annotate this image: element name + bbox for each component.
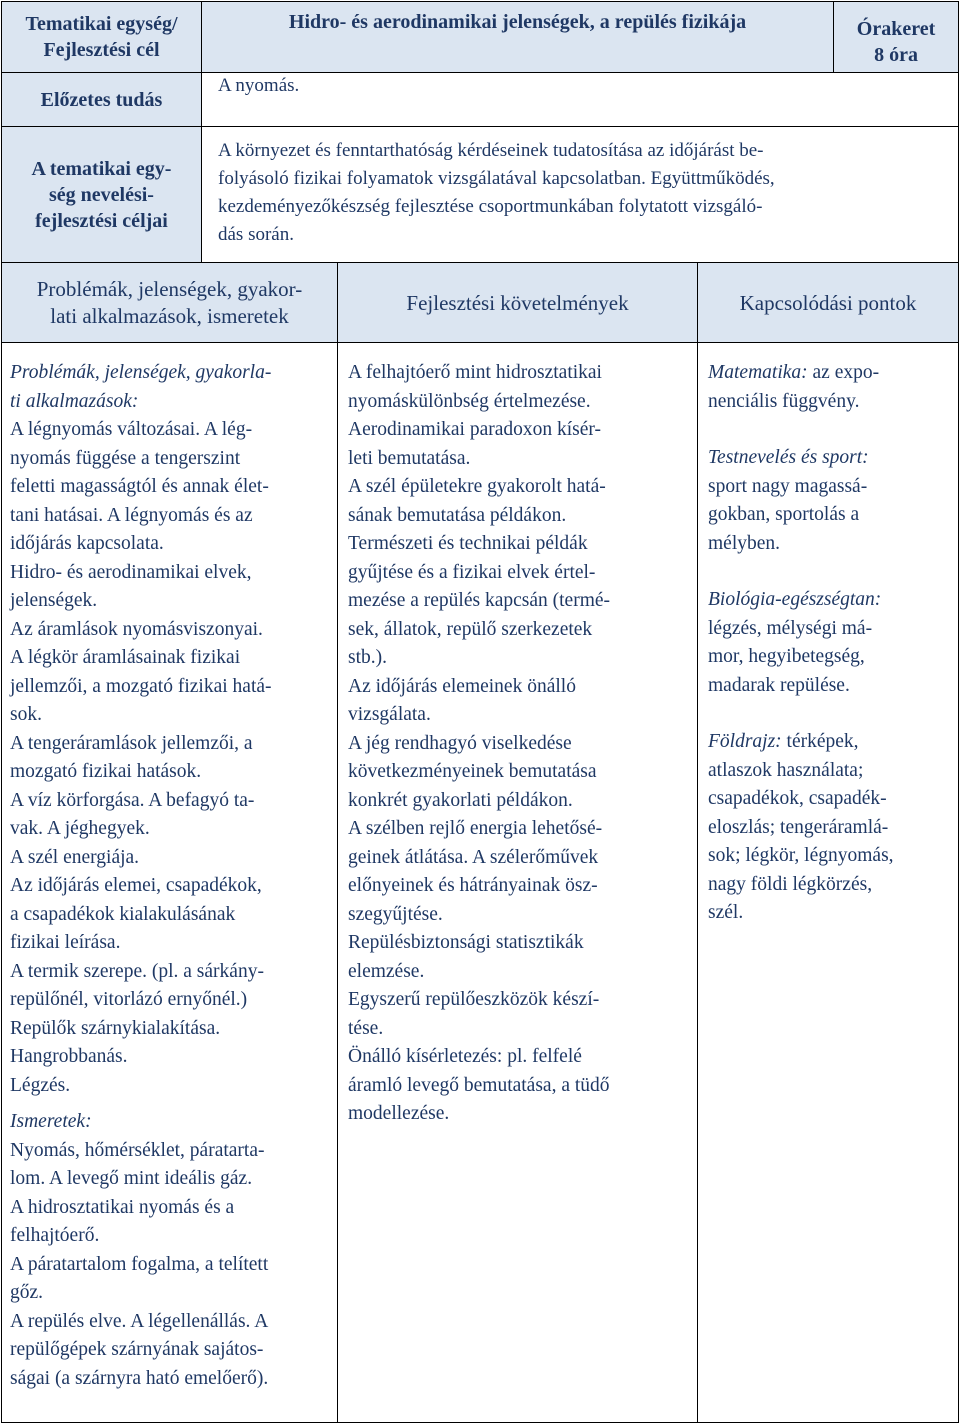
prior-knowledge-value-cell xyxy=(202,73,959,127)
problem-line: A légkör áramlásainak fizikai xyxy=(10,647,241,668)
col3-header-cell xyxy=(698,263,959,343)
prior-knowledge-row xyxy=(2,73,959,127)
math-line-1: az expo- xyxy=(812,362,880,383)
goals-row xyxy=(2,127,959,263)
problem-line: nyomás függése a tengerszint xyxy=(10,447,241,469)
requirement-line: stb.). xyxy=(348,647,387,668)
math-link xyxy=(708,359,952,416)
col2-header-cell xyxy=(338,263,698,343)
requirement-line: Egyszerű repülőeszközök készí- xyxy=(348,989,600,1010)
theme-title-cell xyxy=(202,2,834,73)
knowledge-line: repülőgépek szárnyának sajátos- xyxy=(10,1339,264,1360)
requirement-line: Természeti és technikai példák xyxy=(348,533,588,554)
requirement-line: A szélben rejlő energia lehetősé- xyxy=(348,818,603,839)
problem-line: A víz körforgása. A befagyó ta- xyxy=(10,789,255,811)
goals-text-line-1: A környezet és fenntarthatóság kérdéseinek tudatosítása az időjárást be- xyxy=(218,140,764,161)
requirement-line: leti bemutatása. xyxy=(348,447,471,469)
col1-header-line-2: lati alkalmazások, ismeretek xyxy=(50,303,289,328)
col3-header: Kapcsolódási pontok xyxy=(739,290,917,315)
hours-label: Órakeret xyxy=(856,18,936,40)
pe-line-2: gokban, sportolás a xyxy=(708,504,860,525)
requirements-list xyxy=(348,359,691,1129)
column-header-row xyxy=(2,263,959,343)
bio-label: Biológia-egészségtan: xyxy=(708,589,882,610)
requirement-line: vizsgálata. xyxy=(348,704,431,725)
goals-text-line-3: kezdeményezőkészség fejlesztése csoportmunkában folytatott vizsgáló- xyxy=(218,196,763,217)
geo-line-7: szél. xyxy=(708,902,744,923)
knowledge-line: Nyomás, hőmérséklet, páratarta- xyxy=(10,1139,265,1161)
goals-text-line-4: dás során. xyxy=(218,224,294,245)
knowledge-line: A hidrosztatikai nyomás és a xyxy=(10,1196,235,1218)
goals-text-cell xyxy=(202,127,959,263)
theme-label-line-2: Fejlesztési cél xyxy=(43,39,160,61)
goals-label-line-3: fejlesztési céljai xyxy=(35,209,168,232)
knowledge-line: lom. A levegő mint ideális gáz. xyxy=(10,1168,253,1189)
math-line-2: nenciális függvény. xyxy=(708,390,860,412)
goals-label-line-1: A tematikai egy- xyxy=(31,157,172,180)
requirement-line: modellezése. xyxy=(348,1103,450,1124)
geo-line-3: csapadékok, csapadék- xyxy=(708,788,887,809)
geo-line-5: sok; légkör, légnyomás, xyxy=(708,845,894,866)
requirement-line: A szél épületekre gyakorolt hatá- xyxy=(348,476,606,497)
knowledge-line: A repülés elve. A légellenállás. A xyxy=(10,1310,269,1332)
problems-heading-line-2: ti alkalmazások: xyxy=(10,390,139,412)
requirement-line: Aerodinamikai paradoxon kísér- xyxy=(348,419,602,440)
requirement-line: geinek átlátása. A szélerőművek xyxy=(348,846,599,868)
requirement-line: Repülésbiztonsági statisztikák xyxy=(348,932,584,953)
problems-heading xyxy=(10,359,331,416)
problem-line: A tengeráramlások jellemzői, a xyxy=(10,732,253,754)
problem-line: fizikai leírása. xyxy=(10,932,121,953)
requirement-line: gyűjtése és a fizikai elvek értel- xyxy=(348,561,596,583)
requirement-line: áramló levegő bemutatása, a tüdő xyxy=(348,1074,610,1096)
goals-label-line-2: ség nevelési- xyxy=(49,183,154,206)
requirement-line: sek, állatok, repülő szerkezetek xyxy=(348,618,593,640)
prior-knowledge-value: A nyomás. xyxy=(218,75,300,96)
pe-line-3: mélyben. xyxy=(708,532,781,554)
requirement-line: konkrét gyakorlati példákon. xyxy=(348,789,573,811)
requirement-line: elemzése. xyxy=(348,960,425,982)
problem-line: Repülők szárnykialakítása. xyxy=(10,1017,221,1039)
prior-knowledge-label-cell xyxy=(2,73,202,127)
problem-line: jellemzői, a mozgató fizikai hatá- xyxy=(10,675,272,697)
requirement-line: nyomáskülönbség értelmezése. xyxy=(348,390,591,412)
problem-line: repülőnél, vitorlázó ernyőnél.) xyxy=(10,989,248,1010)
geo-line-1: térképek, xyxy=(786,731,859,752)
problem-line: időjárás kapcsolata. xyxy=(10,533,164,554)
col3-content-cell xyxy=(698,343,959,1423)
problems-heading-line-1: Problémák, jelenségek, gyakorla- xyxy=(10,362,272,383)
bio-line-3: madarak repülése. xyxy=(708,674,850,696)
goals-label-cell xyxy=(2,127,202,263)
content-row xyxy=(2,343,959,1423)
problem-line: mozgató fizikai hatások. xyxy=(10,761,202,782)
problem-line: tani hatásai. A légnyomás és az xyxy=(10,504,253,526)
math-label: Matematika: xyxy=(708,362,808,383)
curriculum-table xyxy=(1,1,959,1423)
problem-line: feletti magasságtól és annak élet- xyxy=(10,476,269,497)
problem-line: Az időjárás elemei, csapadékok, xyxy=(10,875,262,896)
requirement-line: következményeinek bemutatása xyxy=(348,761,597,782)
col1-header-line-1: Problémák, jelenségek, gyakor- xyxy=(36,276,303,301)
requirement-line: Az időjárás elemeinek önálló xyxy=(348,675,576,697)
theme-title: Hidro- és aerodinamikai jelenségek, a repülés fizikája xyxy=(288,11,747,33)
hours-value: 8 óra xyxy=(874,44,918,66)
geo-line-4: eloszlás; tengeráramlá- xyxy=(708,816,889,838)
problem-line: vak. A jéghegyek. xyxy=(10,818,150,839)
knowledge-list xyxy=(10,1137,331,1394)
problem-line: Hidro- és aerodinamikai elvek, xyxy=(10,561,252,583)
col1-content-cell xyxy=(2,343,338,1423)
bio-link xyxy=(708,586,952,700)
knowledge-line: gőz. xyxy=(10,1282,44,1303)
knowledge-line: A páratartalom fogalma, a telített xyxy=(10,1253,269,1275)
bio-line-1: légzés, mélységi má- xyxy=(708,617,873,639)
col2-header: Fejlesztési követelmények xyxy=(406,290,629,315)
requirement-line: sának bemutatása példákon. xyxy=(348,504,567,526)
hours-cell xyxy=(834,2,959,73)
requirement-line: szegyűjtése. xyxy=(348,903,443,925)
knowledge-line: felhajtóerő. xyxy=(10,1225,100,1246)
problem-line: A légnyomás változásai. A lég- xyxy=(10,419,253,440)
problem-line: Az áramlások nyomásviszonyai. xyxy=(10,618,263,640)
requirement-line: A felhajtóerő mint hidrosztatikai xyxy=(348,362,602,383)
pe-label: Testnevelés és sport: xyxy=(708,447,869,468)
knowledge-heading: Ismeretek: xyxy=(10,1111,92,1132)
pe-line-1: sport nagy magassá- xyxy=(708,475,868,497)
problem-line: a csapadékok kialakulásának xyxy=(10,903,236,925)
problem-line: A termik szerepe. (pl. a sárkány- xyxy=(10,960,264,982)
problem-line: jelenségek. xyxy=(10,590,98,611)
requirement-line: tése. xyxy=(348,1017,384,1039)
problem-line: Légzés. xyxy=(10,1074,71,1096)
col1-header-cell xyxy=(2,263,338,343)
geo-line-6: nagy földi légkörzés, xyxy=(708,873,873,895)
problems-list xyxy=(10,416,331,1100)
problem-line: A szél energiája. xyxy=(10,846,140,868)
prior-knowledge-label: Előzetes tudás xyxy=(40,88,163,111)
requirement-line: előnyeinek és hátrányainak ösz- xyxy=(348,875,598,896)
pe-link xyxy=(708,444,952,558)
geo-label: Földrajz: xyxy=(708,731,782,752)
goals-text-line-2: folyásoló fizikai folyamatok vizsgálatával kapcsolatban. Együttműködés, xyxy=(218,168,775,189)
requirement-line: mezése a repülés kapcsán (termé- xyxy=(348,590,611,611)
header-row xyxy=(2,2,959,73)
geo-line-2: atlaszok használata; xyxy=(708,759,864,781)
theme-label-line-1: Tematikai egység/ xyxy=(25,13,178,35)
problem-line: Hangrobbanás. xyxy=(10,1046,128,1067)
geo-link xyxy=(708,728,952,928)
theme-label-cell xyxy=(2,2,202,73)
knowledge-line: ságai (a szárnyra ható emelőerő). xyxy=(10,1367,269,1389)
requirement-line: Önálló kísérletezés: pl. felfelé xyxy=(348,1046,582,1067)
bio-line-2: mor, hegyibetegség, xyxy=(708,646,865,667)
col2-content-cell xyxy=(338,343,698,1423)
requirement-line: A jég rendhagyó viselkedése xyxy=(348,732,572,754)
problem-line: sok. xyxy=(10,704,42,725)
